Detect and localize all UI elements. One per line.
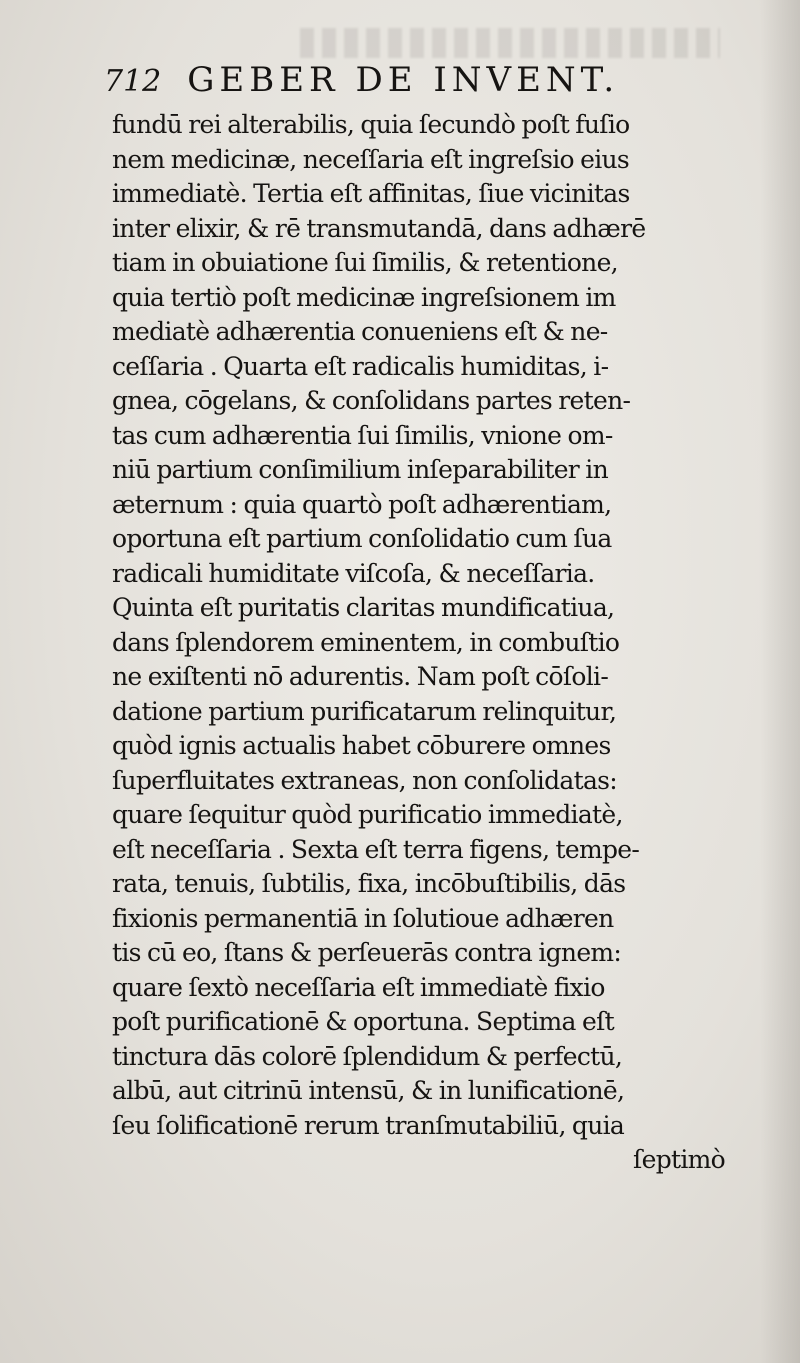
text-line: inter elixir, & rē transmutandā, dans adhærē — [112, 213, 646, 243]
text-line: ſuperfluitates extraneas, non conſolidatas: — [112, 765, 617, 795]
text-line: tiam in obuiatione ſui ſimilis, & retentione, — [112, 248, 618, 277]
text-line: nem medicinæ, neceſſaria eſt ingreſsio eius — [112, 144, 630, 174]
text-line: datione partium purificatarum relinquitur, — [112, 696, 617, 726]
text-line: mediatè adhærentia conueniens eſt & ne- — [112, 317, 608, 346]
text-line: poſt purificationē & oportuna. Septima eſt — [112, 1007, 614, 1036]
running-head-title: GEBER DE INVENT. — [187, 60, 620, 100]
text-line: tinctura dās colorē ſplendidum & perfectū, — [112, 1041, 623, 1071]
text-line: oportuna eſt partium conſolidatio cum ſua — [112, 524, 612, 553]
text-line: fixionis permanentiā in ſolutioue adhæren — [112, 903, 614, 933]
page-edge-shadow — [760, 0, 800, 1363]
text-line: ceſſaria . Quarta eſt radicalis humiditas, i- — [112, 351, 609, 381]
text-line: ſeu ſolificationē rerum tranſmutabiliū, quia — [112, 1110, 625, 1140]
text-line: ne exiſtenti nō adurentis. Nam poſt cōſoli- — [112, 662, 609, 691]
text-line: quare ſextò neceſſaria eſt immediatè fixio — [112, 972, 605, 1002]
bleed-through-shadow — [300, 28, 720, 58]
text-line: eſt neceſſaria . Sexta eſt terra figens, tempe- — [112, 834, 640, 864]
catchword: ſeptimò — [633, 1145, 725, 1174]
text-line: fundū rei alterabilis, quia ſecundò poſt fuſio — [112, 110, 630, 139]
text-line: immediatè. Tertia eſt affinitas, ſiue vicinitas — [112, 179, 630, 208]
text-line: dans ſplendorem eminentem, in combuſtio — [112, 627, 620, 657]
text-line: tis cū eo, ſtans & perſeuerās contra ignem: — [112, 938, 622, 967]
text-line: æternum : quia quartò poſt adhærentiam, — [112, 489, 612, 519]
text-line: niū partium conſimilium inſeparabiliter in — [112, 455, 608, 484]
text-line: albū, aut citrinū intensū, & in lunificationē, — [112, 1076, 625, 1105]
running-head — [104, 60, 704, 112]
text-line: rata, tenuis, ſubtilis, fixa, incōbuſtibilis, dās — [112, 869, 626, 898]
text-line: Quinta eſt puritatis claritas mundificatiua, — [112, 593, 615, 622]
body-text — [112, 108, 737, 1178]
page-number: 712 — [104, 64, 162, 99]
text-line: radicali humiditate viſcoſa, & neceſſaria. — [112, 558, 595, 588]
text-line: quia tertiò poſt medicinæ ingreſsionem im — [112, 282, 616, 312]
text-line: gnea, cōgelans, & conſolidans partes reten- — [112, 386, 631, 415]
text-line: quòd ignis actualis habet cōburere omnes — [112, 731, 611, 760]
text-line: quare ſequitur quòd purificatio immediatè, — [112, 800, 623, 829]
text-line: tas cum adhærentia ſui ſimilis, vnione om- — [112, 420, 613, 450]
